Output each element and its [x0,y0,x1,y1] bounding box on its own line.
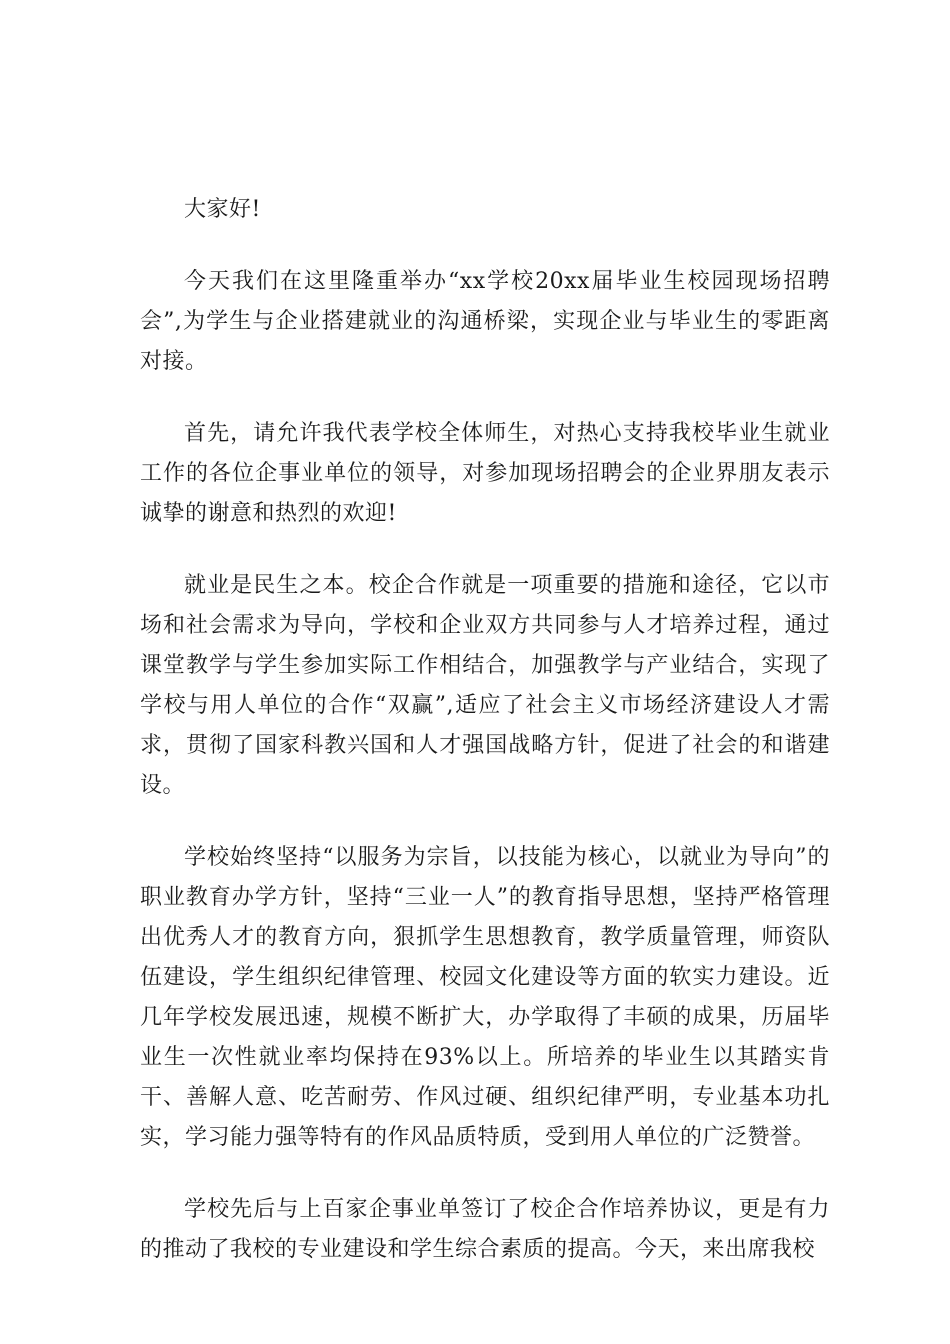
paragraph-thanks: 首先，请允许我代表学校全体师生，对热心支持我校毕业生就业工作的各位企事业单位的领导，对参加现场招聘会的企业界朋友表示诚挚的谢意和热烈的欢迎! [140,421,830,526]
paragraph-job-fair-intro: 今天我们在这里隆重举办“xx学校20xx届毕业生校园现场招聘会”,为学生与企业搭建就业的沟通桥梁，实现企业与毕业生的零距离对接。 [140,269,830,374]
document-body [140,190,830,1302]
greeting-paragraph: 大家好! [184,197,261,222]
paragraph-school-policy: 学校始终坚持“以服务为宗旨，以技能为核心，以就业为导向”的职业教育办学方针，坚持“三业一人”的教育指导思想，坚持严格管理出优秀人才的教育方向，狠抓学生思想教育，教学质量管理，师资队伍建设，学生组织纪律管理、校园文化建设等方面的软实力建设。近几年学校发展迅速，规模不断扩大，办学取得了丰硕的成果，历届毕业生一次性就业率均保持在93%以上。所培养的毕业生以其踏实肯干、善解人意、吃苦耐劳、作风过硬、组织纪律严明，专业基本功扎实，学习能力强等特有的作风品质特质，受到用人单位的广泛赞誉。 [140,845,830,1150]
paragraph-cooperation: 学校先后与上百家企事业单签订了校企合作培养协议，更是有力的推动了我校的专业建设和学生综合素质的提高。今天，来出席我校 [140,1197,830,1262]
paragraph-employment: 就业是民生之本。校企合作就是一项重要的措施和途径，它以市场和社会需求为导向，学校和企业双方共同参与人才培养过程，通过课堂教学与学生参加实际工作相结合，加强教学与产业结合，实现了学校与用人单位的合作“双赢”,适应了社会主义市场经济建设人才需求，贯彻了国家科教兴国和人才强国战略方针，促进了社会的和谐建设。 [140,573,830,798]
